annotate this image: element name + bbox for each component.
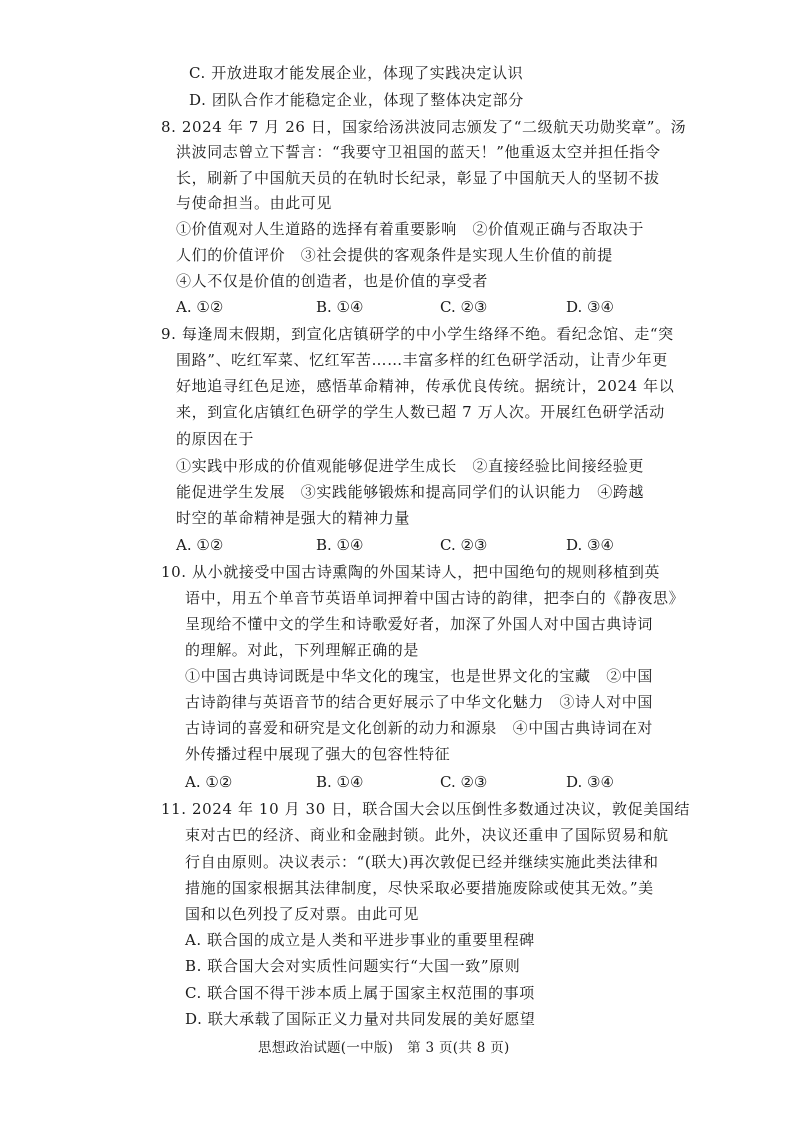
q9-stem-line: 好地追寻红色足迹，感悟革命精神，传承优良传统。据统计，2024 年以 bbox=[176, 377, 675, 395]
q11-option-c[interactable]: C. 联合国不得干涉本质上属于国家主权范围的事项 bbox=[185, 984, 535, 1002]
q10-stem-line: 的理解。对此，下列理解正确的是 bbox=[185, 641, 420, 659]
q10-option-c[interactable]: C. ②③ bbox=[440, 773, 488, 791]
q8-stem-line: 与使命担当。由此可见 bbox=[176, 194, 333, 212]
q8-statement-line: ④人不仅是价值的创造者，也是价值的享受者 bbox=[176, 272, 489, 290]
q10-option-b[interactable]: B. ①④ bbox=[316, 773, 364, 791]
q10-option-a[interactable]: A. ①② bbox=[185, 773, 233, 791]
q9-option-c[interactable]: C. ②③ bbox=[440, 536, 488, 554]
q10-options bbox=[0, 772, 794, 792]
q8-option-b[interactable]: B. ①④ bbox=[316, 298, 364, 316]
q9-statement-line: 时空的革命精神是强大的精神力量 bbox=[176, 509, 411, 527]
q8-stem-line: 长，刷新了中国航天员的在轨时长纪录，彰显了中国航天人的坚韧不拔 bbox=[176, 169, 660, 187]
q10-stem-line: 语中，用五个单音节英语单词押着中国古诗的韵律，把李白的《静夜思》 bbox=[185, 589, 685, 607]
prev-option-c: C. 开放进取才能发展企业，体现了实践决定认识 bbox=[189, 64, 524, 82]
q8-stem-line: 8. 2024 年 7 月 26 日，国家给汤洪波同志颁发了“二级航天功勋奖章”。汤 bbox=[161, 118, 687, 136]
q10-stem-line: 呈现给不懂中文的学生和诗歌爱好者，加深了外国人对中国古典诗词 bbox=[185, 615, 654, 633]
q9-stem-line: 围路”、吃红军菜、忆红军苦……丰富多样的红色研学活动，让青少年更 bbox=[176, 351, 668, 369]
q11-stem-line: 行自由原则。决议表示：“(联大)再次敦促已经并继续实施此类法律和 bbox=[185, 853, 659, 871]
q9-stem-line: 的原因在于 bbox=[176, 430, 255, 448]
q10-statement-line: ①中国古典诗词既是中华文化的瑰宝，也是世界文化的宝藏 ②中国 bbox=[185, 667, 654, 685]
q9-stem-line: 9. 每逢周末假期，到宣化店镇研学的中小学生络绎不绝。看纪念馆、走“突 bbox=[161, 325, 674, 343]
q9-stem-line: 来，到宣化店镇红色研学的学生人数已超 7 万人次。开展红色研学活动 bbox=[176, 403, 665, 421]
q11-stem-line: 国和以色列投了反对票。由此可见 bbox=[185, 905, 420, 923]
q9-option-a[interactable]: A. ①② bbox=[176, 536, 224, 554]
q9-statement-line: 能促进学生发展 ③实践能够锻炼和提高同学们的认识能力 ④跨越 bbox=[176, 483, 645, 501]
q10-stem-line: 10. 从小就接受中国古诗熏陶的外国某诗人，把中国绝句的规则移植到英 bbox=[161, 563, 661, 581]
prev-option-d: D. 团队合作才能稳定企业，体现了整体决定部分 bbox=[189, 91, 524, 109]
q9-statement-line: ①实践中形成的价值观能够促进学生成长 ②直接经验比间接经验更 bbox=[176, 457, 645, 475]
page-footer: 思想政治试题(一中版) 第 3 页(共 8 页) bbox=[258, 1040, 510, 1056]
q10-statement-line: 外传播过程中展现了强大的包容性特征 bbox=[185, 745, 451, 763]
q8-statement-line: ①价值观对人生道路的选择有着重要影响 ②价值观正确与否取决于 bbox=[176, 220, 645, 238]
q8-option-d[interactable]: D. ③④ bbox=[566, 298, 614, 316]
q10-statement-line: 古诗韵律与英语音节的结合更好展示了中华文化魅力 ③诗人对中国 bbox=[185, 693, 654, 711]
q9-option-d[interactable]: D. ③④ bbox=[566, 536, 614, 554]
q8-options bbox=[0, 297, 794, 317]
q11-option-b[interactable]: B. 联合国大会对实质性问题实行“大国一致”原则 bbox=[185, 957, 521, 975]
q8-option-c[interactable]: C. ②③ bbox=[440, 298, 488, 316]
q8-option-a[interactable]: A. ①② bbox=[176, 298, 224, 316]
q10-option-d[interactable]: D. ③④ bbox=[566, 773, 614, 791]
q8-stem-line: 洪波同志曾立下誓言：“我要守卫祖国的蓝天！”他重返太空并担任指令 bbox=[176, 143, 661, 161]
q9-options bbox=[0, 535, 794, 555]
q10-statement-line: 古诗词的喜爱和研究是文化创新的动力和源泉 ④中国古典诗词在对 bbox=[185, 719, 654, 737]
q11-stem-line: 束对古巴的经济、商业和金融封锁。此外，决议还重申了国际贸易和航 bbox=[185, 826, 669, 844]
q11-option-d[interactable]: D. 联大承载了国际正义力量对共同发展的美好愿望 bbox=[185, 1010, 536, 1028]
q11-stem-line: 11. 2024 年 10 月 30 日，联合国大会以压倒性多数通过决议，敦促美国结 bbox=[161, 800, 691, 818]
q11-option-a[interactable]: A. 联合国的成立是人类和平进步事业的重要里程碑 bbox=[185, 931, 535, 949]
q9-option-b[interactable]: B. ①④ bbox=[316, 536, 364, 554]
q11-stem-line: 措施的国家根据其法律制度，尽快采取必要措施废除或使其无效。”美 bbox=[185, 879, 654, 897]
q8-statement-line: 人们的价值评价 ③社会提供的客观条件是实现人生价值的前提 bbox=[176, 246, 613, 264]
